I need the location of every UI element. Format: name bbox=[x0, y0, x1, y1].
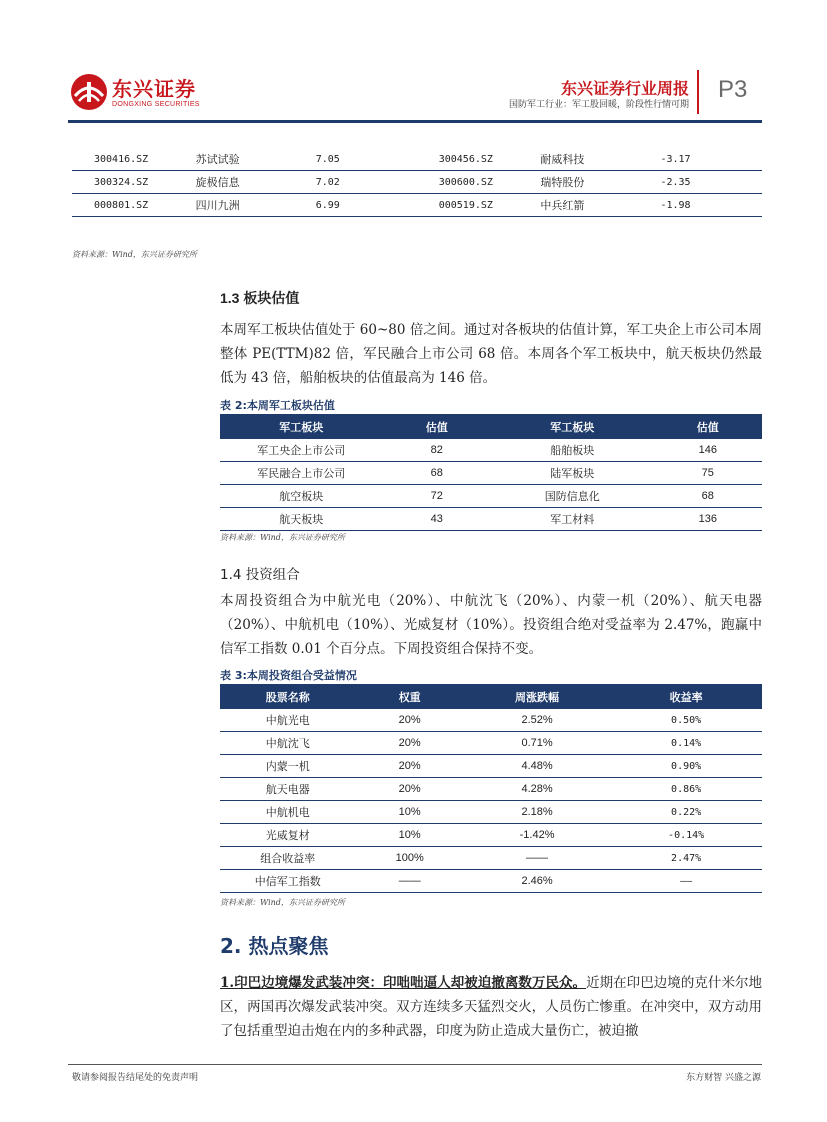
stock-code: 300416.SZ bbox=[72, 148, 196, 171]
weight: 10% bbox=[356, 824, 464, 847]
return-rate: 0.90% bbox=[610, 755, 762, 778]
table-row bbox=[220, 778, 762, 801]
stock-name: 四川九洲 bbox=[196, 194, 316, 217]
stock-name: 光威复材 bbox=[220, 824, 356, 847]
column-header: 估值 bbox=[383, 414, 491, 439]
table-row bbox=[72, 148, 762, 171]
valuation-value: 146 bbox=[654, 439, 762, 462]
weekly-change: 4.28% bbox=[464, 778, 610, 801]
sector-name: 军工央企上市公司 bbox=[220, 439, 383, 462]
return-rate: -0.14% bbox=[610, 824, 762, 847]
return-rate: 0.14% bbox=[610, 732, 762, 755]
sector-name: 军民融合上市公司 bbox=[220, 462, 383, 485]
weekly-change: 0.71% bbox=[464, 732, 610, 755]
stock-change: -2.35 bbox=[660, 171, 762, 194]
stock-name: 航天电器 bbox=[220, 778, 356, 801]
top-movers-table bbox=[72, 148, 762, 217]
paragraph-lead: 1.印巴边境爆发武装冲突：印咄咄逼人却被迫撤离数万民众。 bbox=[220, 975, 587, 991]
disclaimer-note: 敬请参阅报告结尾处的免责声明 bbox=[72, 1073, 199, 1083]
weight: 100% bbox=[356, 847, 464, 870]
header-divider bbox=[697, 70, 699, 114]
table-row bbox=[220, 709, 762, 732]
stock-name: 中航沈飞 bbox=[220, 732, 356, 755]
stock-name: 中航光电 bbox=[220, 709, 356, 732]
sector-name: 航空板块 bbox=[220, 485, 383, 508]
stock-name: 瑞特股份 bbox=[540, 171, 660, 194]
valuation-value: 68 bbox=[383, 462, 491, 485]
paragraph-body: 近期在印巴边境的克什米尔地区，两国再次爆发武装冲突。双方连续多天猛烈交火，人员伤亡惨重。在冲突中，双方动用了包括重型迫击炮在内的多种武器，印度为防止造成大量伤亡，被迫撤 bbox=[220, 975, 763, 1039]
return-rate: 2.47% bbox=[610, 847, 762, 870]
return-rate: —— bbox=[610, 870, 762, 893]
stock-name: 中兵红箭 bbox=[540, 194, 660, 217]
stock-name: 组合收益率 bbox=[220, 847, 356, 870]
return-rate: 0.22% bbox=[610, 801, 762, 824]
column-header: 军工板块 bbox=[220, 414, 383, 439]
sector-name: 船舶板块 bbox=[491, 439, 654, 462]
sector-name: 航天板块 bbox=[220, 508, 383, 531]
stock-name: 耐威科技 bbox=[540, 148, 660, 171]
stock-change: -3.17 bbox=[660, 148, 762, 171]
weight: —— bbox=[356, 870, 464, 893]
stock-code: 000519.SZ bbox=[417, 194, 541, 217]
stock-change: -1.98 bbox=[660, 194, 762, 217]
section-heading: 2. 热点聚焦 bbox=[220, 934, 329, 958]
table-row bbox=[220, 732, 762, 755]
table-row bbox=[220, 870, 762, 893]
weight: 20% bbox=[356, 732, 464, 755]
column-header: 权重 bbox=[356, 684, 464, 709]
stock-change: 7.05 bbox=[316, 148, 417, 171]
weekly-change: 2.18% bbox=[464, 801, 610, 824]
stock-name: 旋极信息 bbox=[196, 171, 316, 194]
stock-change: 7.02 bbox=[316, 171, 417, 194]
section-paragraph: 本周投资组合为中航光电（20%）、中航沈飞（20%）、内蒙一机（20%）、航天电器（20%）、中航机电（10%）、光威复材（10%）。投资组合绝对受益率为 2.47%，跑赢中信军工指数 0.01 个百分点。下周投资组合保持不变。 bbox=[220, 593, 762, 657]
section-heading: 1.4 投资组合 bbox=[220, 567, 300, 583]
weight: 20% bbox=[356, 755, 464, 778]
stock-change: 6.99 bbox=[316, 194, 417, 217]
column-header: 估值 bbox=[654, 414, 762, 439]
sector-name: 陆军板块 bbox=[491, 462, 654, 485]
stock-code: 300600.SZ bbox=[417, 171, 541, 194]
column-header: 周涨跌幅 bbox=[464, 684, 610, 709]
table-row bbox=[220, 439, 762, 462]
sector-valuation-table bbox=[220, 414, 762, 531]
table-row bbox=[220, 485, 762, 508]
stock-code: 000801.SZ bbox=[72, 194, 196, 217]
table-header-row bbox=[220, 414, 762, 439]
stock-name: 苏试试验 bbox=[196, 148, 316, 171]
valuation-value: 43 bbox=[383, 508, 491, 531]
weight: 20% bbox=[356, 778, 464, 801]
stock-code: 300324.SZ bbox=[72, 171, 196, 194]
valuation-value: 68 bbox=[654, 485, 762, 508]
table-source-note: 资料来源：Wind，东兴证券研究所 bbox=[220, 898, 345, 907]
column-header: 军工板块 bbox=[491, 414, 654, 439]
table-row bbox=[72, 171, 762, 194]
weekly-change: 4.48% bbox=[464, 755, 610, 778]
weight: 10% bbox=[356, 801, 464, 824]
return-rate: 0.50% bbox=[610, 709, 762, 732]
report-title: 东兴证券行业周报 bbox=[560, 79, 689, 98]
table-caption: 表 3:本周投资组合受益情况 bbox=[220, 669, 357, 682]
logo-text-en: DONGXING SECURITIES bbox=[112, 101, 200, 108]
weekly-change: 2.52% bbox=[464, 709, 610, 732]
column-header: 股票名称 bbox=[220, 684, 356, 709]
stock-name: 内蒙一机 bbox=[220, 755, 356, 778]
stock-name: 中航机电 bbox=[220, 801, 356, 824]
table-caption: 表 2:本周军工板块估值 bbox=[220, 399, 335, 412]
portfolio-return-table bbox=[220, 684, 762, 893]
valuation-value: 75 bbox=[654, 462, 762, 485]
column-header: 收益率 bbox=[610, 684, 762, 709]
table-row bbox=[220, 824, 762, 847]
weight: 20% bbox=[356, 709, 464, 732]
weekly-change: -1.42% bbox=[464, 824, 610, 847]
valuation-value: 136 bbox=[654, 508, 762, 531]
table-row bbox=[72, 194, 762, 217]
weekly-change: 2.46% bbox=[464, 870, 610, 893]
stock-code: 300456.SZ bbox=[417, 148, 541, 171]
logo-text-cn: 东兴证券 bbox=[112, 77, 196, 101]
table-row bbox=[220, 462, 762, 485]
table-source-note: 资料来源：Wind，东兴证券研究所 bbox=[220, 533, 345, 542]
table-row bbox=[220, 508, 762, 531]
table-header-row bbox=[220, 684, 762, 709]
section-heading: 1.3 板块估值 bbox=[220, 290, 300, 306]
valuation-value: 72 bbox=[383, 485, 491, 508]
weekly-change: —— bbox=[464, 847, 610, 870]
footer-slogan: 东方财智 兴盛之源 bbox=[686, 1073, 761, 1083]
stock-name: 中信军工指数 bbox=[220, 870, 356, 893]
sector-name: 国防信息化 bbox=[491, 485, 654, 508]
page-number: P3 bbox=[718, 76, 748, 103]
table-source-note: 资料来源：Wind，东兴证券研究所 bbox=[72, 250, 197, 259]
table-row bbox=[220, 801, 762, 824]
table-row bbox=[220, 847, 762, 870]
table-row bbox=[220, 755, 762, 778]
return-rate: 0.86% bbox=[610, 778, 762, 801]
section-paragraph: 本周军工板块估值处于 60~80 倍之间。通过对各板块的估值计算，军工央企上市公司本周整体 PE(TTM)82 倍，军民融合上市公司 68 倍。本周各个军工板块中，航天板块仍然最低为 43 倍，船舶板块的估值最高为 146 倍。 bbox=[220, 322, 762, 386]
report-subtitle: 国防军工行业：军工股回暖，阶段性行情可期 bbox=[508, 100, 689, 110]
valuation-value: 82 bbox=[383, 439, 491, 462]
footer-rule bbox=[68, 1064, 762, 1065]
header-rule bbox=[68, 120, 762, 123]
section-paragraph bbox=[220, 971, 762, 1043]
sector-name: 军工材料 bbox=[491, 508, 654, 531]
